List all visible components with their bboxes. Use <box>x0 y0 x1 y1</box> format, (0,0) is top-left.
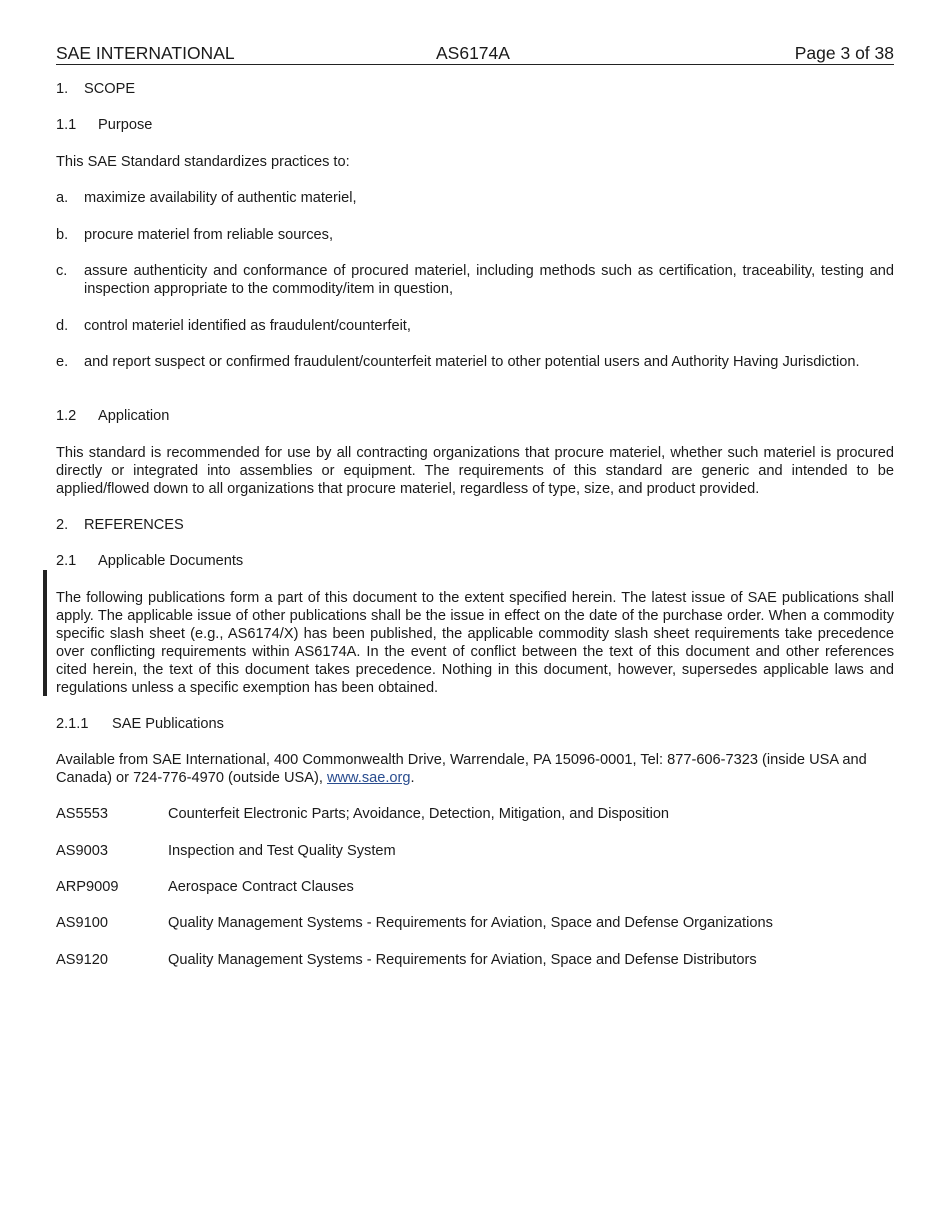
reference-code: AS9003 <box>56 843 108 859</box>
section-1-2-heading <box>56 407 894 425</box>
section-1-1-title: Purpose <box>98 117 153 133</box>
reference-code: AS5553 <box>56 806 108 822</box>
section-2-1-title: Applicable Documents <box>98 553 244 569</box>
list-marker: b. <box>56 227 69 243</box>
reference-title: Counterfeit Electronic Parts; Avoidance, Detection, Mitigation, and Disposition <box>168 806 670 822</box>
header-document-number: AS6174A <box>436 43 510 63</box>
reference-code: AS9100 <box>56 915 108 931</box>
sae-publications-paragraph <box>56 751 894 787</box>
purpose-item-a <box>56 189 894 207</box>
list-marker: a. <box>56 190 69 206</box>
section-2-1-1-number: 2.1.1 <box>56 716 89 732</box>
section-2-1-1-heading <box>56 715 894 733</box>
list-item-text: assure authenticity and conformance of procured materiel, including methods such as certification, traceability, testing and inspection appropriate to the commodity/item in question, <box>84 263 894 297</box>
section-1-2-title: Application <box>98 408 170 424</box>
purpose-item-b <box>56 226 894 244</box>
page-header <box>56 43 894 65</box>
section-1-2-number: 1.2 <box>56 408 77 424</box>
reference-title: Aerospace Contract Clauses <box>168 879 354 895</box>
purpose-item-d <box>56 317 894 335</box>
applicable-documents-paragraph: The following publications form a part of this document to the extent specified herein. The latest issue of SAE publications shall apply. The applicable issue of other publications shall be the issue in effect on the date of the purchase order. When a commodity specific slash sheet (e.g., AS6174/X) has been published, the applicable commodity slash sheet requirements take precedence over conflicting requirements within AS6174A. In the event of conflict between the text of this document and other references cited herein, the text of this document takes precedence. Nothing in this document, however, supersedes applicable laws and regulations unless a specific exemption has been obtained. <box>56 590 894 696</box>
reference-title: Inspection and Test Quality System <box>168 843 396 859</box>
section-1-number: 1. <box>56 81 69 97</box>
list-item-text: maximize availability of authentic materiel, <box>84 190 357 206</box>
section-1-1-heading <box>56 116 894 134</box>
reference-code: AS9120 <box>56 952 108 968</box>
section-2-number: 2. <box>56 517 69 533</box>
application-paragraph: This standard is recommended for use by all contracting organizations that procure materiel, whether such materiel is procured directly or integrated into assemblies or equipment. The requirements of this standard are generic and intended to be applied/flowed down to all organizations that procure materiel, regardless of type, size, and product provided. <box>56 445 894 497</box>
sae-website-link[interactable]: www.sae.org <box>326 770 411 786</box>
list-marker: e. <box>56 354 69 370</box>
sentence-end: . <box>410 770 415 786</box>
header-organization: SAE INTERNATIONAL <box>56 43 235 63</box>
section-2-1-1-title: SAE Publications <box>112 716 224 732</box>
revision-change-bar <box>43 570 47 696</box>
list-item-text: procure materiel from reliable sources, <box>84 227 333 243</box>
section-1-title: SCOPE <box>84 81 136 97</box>
reference-code: ARP9009 <box>56 879 119 895</box>
section-2-1-heading <box>56 552 894 570</box>
reference-title: Quality Management Systems - Requirements for Aviation, Space and Defense Organizations <box>168 915 773 931</box>
list-item-text: control materiel identified as fraudulent/counterfeit, <box>84 318 411 334</box>
list-item-text: and report suspect or confirmed fraudulent/counterfeit materiel to other potential users and Authority Having Jurisdiction. <box>84 354 860 370</box>
reference-title: Quality Management Systems - Requirements for Aviation, Space and Defense Distributors <box>168 952 757 968</box>
section-1-1-number: 1.1 <box>56 117 77 133</box>
section-2-1-number: 2.1 <box>56 553 77 569</box>
section-1-heading <box>56 80 894 98</box>
purpose-item-c <box>56 262 894 298</box>
sae-address-text: Available from SAE International, 400 Commonwealth Drive, Warrendale, PA 15096-0001, Tel: 877-606-7323 (inside USA and Canada) or 724-776-4970 (outside USA), <box>56 752 867 786</box>
list-marker: d. <box>56 318 69 334</box>
section-2-heading <box>56 516 894 534</box>
purpose-intro: This SAE Standard standardizes practices to: <box>56 154 350 170</box>
purpose-item-e <box>56 353 894 371</box>
list-marker: c. <box>56 263 68 279</box>
section-2-title: REFERENCES <box>84 517 184 533</box>
header-page-number: Page 3 of 38 <box>794 43 894 63</box>
